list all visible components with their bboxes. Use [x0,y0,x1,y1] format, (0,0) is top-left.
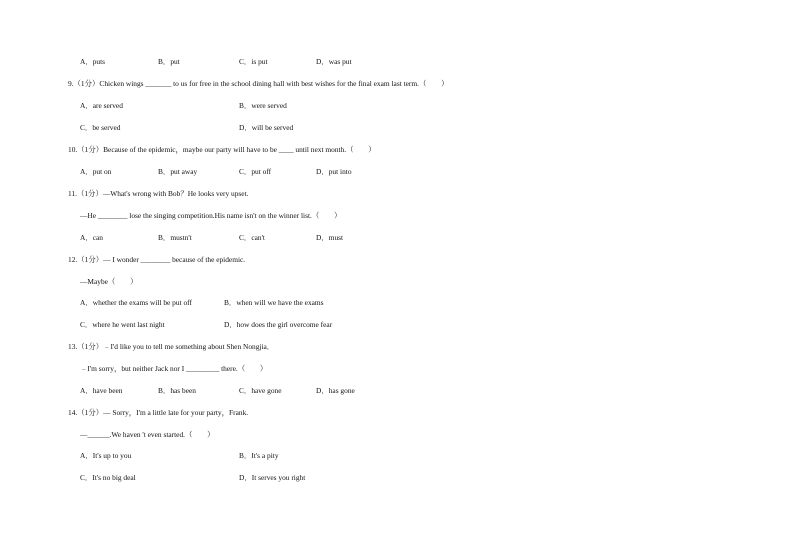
q14-stem-reply: —______.We haven 't even started.（ ） [80,430,215,439]
q9-stem: 9.（1分）Chicken wings _______ to us for free in the school dining hall with best wishes for the final exam last term.（ ） [68,79,449,88]
q11-option-b: B．mustn't [158,233,192,242]
q13-stem: 13.（1分）﹣I'd like you to tell me something about Shen Nongjia． [68,342,275,351]
q8-option-b: B．put [158,57,180,66]
q13-option-b: B．has been [158,386,196,395]
q12-stem-reply: —Maybe（ ） [80,277,138,286]
q13-option-a: A．have been [80,386,123,395]
q13-option-d: D．has gone [316,386,355,395]
q14-option-a: A．It's up to you [80,451,132,460]
q10-option-a: A．put on [80,167,112,176]
q8-option-c: C．is put [239,57,268,66]
q14-stem: 14.（1分）— Sorry，I'm a little late for your party，Frank. [68,408,249,417]
q13-stem-reply: ﹣I'm sorry，but neither Jack nor I _________ there.（ ） [80,364,268,373]
q8-option-d: D．was put [316,57,352,66]
q9-option-b: B．were served [239,101,287,110]
q12-option-a: A．whether the exams will be put off [80,298,192,307]
q11-stem-reply: —He ________ lose the singing competition.His name isn't on the winner list.（ ） [80,211,342,220]
q9-option-d: D．will be served [239,123,294,132]
q12-option-d: D．how does the girl overcome fear [224,320,333,329]
q9-option-a: A．are served [80,101,123,110]
q11-option-d: D．must [316,233,344,242]
q10-option-b: B．put away [158,167,198,176]
q13-option-c: C．have gone [239,386,282,395]
q8-option-a: A．puts [80,57,106,66]
q9-option-c: C．be served [80,123,121,132]
q12-option-b: B．when will we have the exams [224,298,324,307]
q12-stem: 12.（1分）— I wonder ________ because of the epidemic. [68,255,246,264]
q11-option-c: C．can't [239,233,265,242]
q10-option-d: D．put into [316,167,352,176]
q14-option-b: B．It's a pity [239,451,279,460]
q10-stem: 10.（1分）Because of the epidemic，maybe our party will have to be ____ until next month.（ ） [68,145,376,154]
q10-option-c: C．put off [239,167,272,176]
q12-option-c: C．where he went last night [80,320,165,329]
q11-option-a: A．can [80,233,103,242]
q14-option-d: D．It serves you right [239,473,306,482]
q11-stem: 11.（1分）—What's wrong with Bob？He looks very upset. [68,189,249,198]
q14-option-c: C．It's no big deal [80,473,136,482]
